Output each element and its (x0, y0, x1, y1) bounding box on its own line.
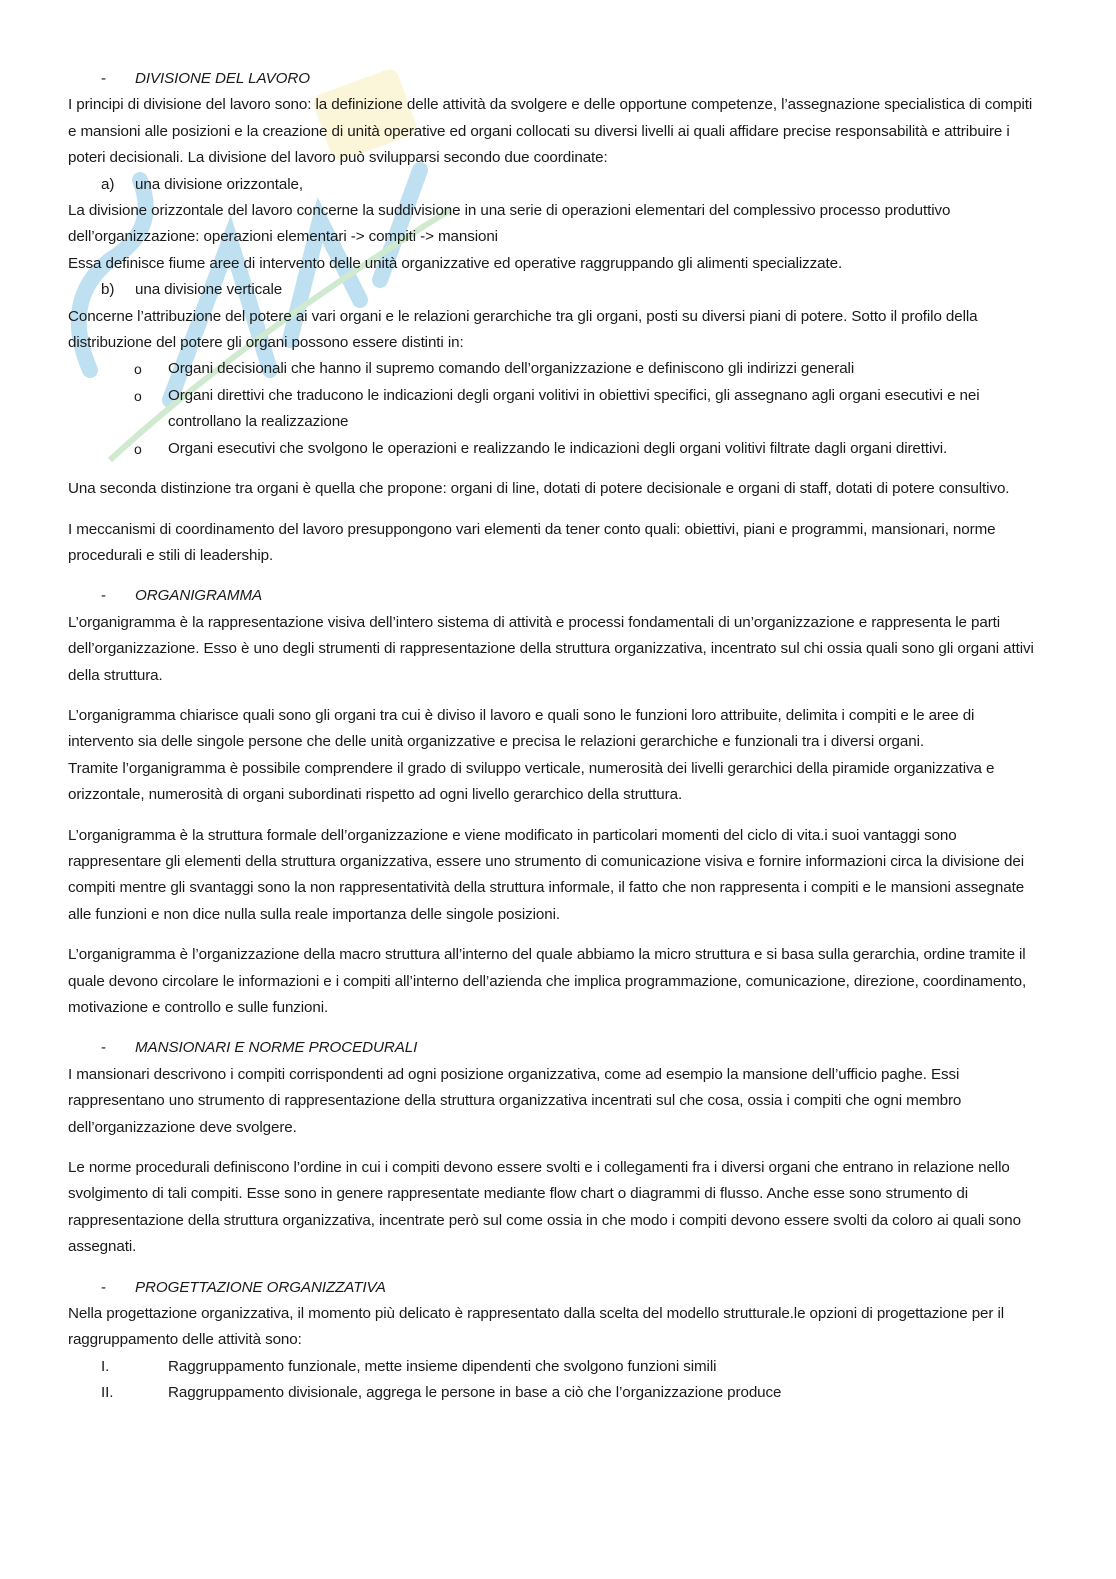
section-heading-progettazione (68, 1275, 1043, 1301)
bullet-marker: o (134, 361, 142, 378)
list-marker: a) (101, 175, 115, 193)
list-item (68, 1354, 1043, 1380)
dash-marker: - (101, 70, 106, 87)
paragraph: I meccanismi di coordinamento del lavoro presuppongono vari elementi da tener conto quali: obiettivi, piani e programmi, mansionari, norme procedurali e stili di leadership. (68, 520, 996, 564)
list-item (68, 436, 1043, 462)
paragraph: Le norme procedurali definiscono l’ordine in cui i compiti devono essere svolti e i collegamenti fra i diversi organi che entrano in relazione nello svolgimento di tali compiti. Esse sono in genere rappresentate mediante flow chart o diagrammi di flusso. Anche esse sono strumento di rappresentazione della struttura organizzativa, incentrate però sul come ossia in che modo i compiti devono essere svolti da coloro ai quali sono assegnati. (68, 1159, 1021, 1256)
list-item (68, 1380, 1043, 1406)
list-marker: II. (101, 1384, 114, 1402)
list-item-text: Organi decisionali che hanno il supremo comando dell’organizzazione e definiscono gli indirizzi generali (168, 360, 855, 378)
organi-list (68, 356, 1043, 462)
raggruppamento-list (68, 1354, 1043, 1407)
section-heading-organigramma (68, 583, 1043, 609)
list-item-text: Organi direttivi che traducono le indicazioni degli organi volitivi in obiettivi specifici, gli assegnano agli organi esecutivi e nei controllano la realizzazione (168, 386, 980, 431)
paragraph: I principi di divisione del lavoro sono: la definizione delle attività da svolgere e delle opportune competenze, l’assegnazione specialistica di compiti e mansioni alle posizioni e la creazione di unità operative ed organi collocati su diversi livelli ai quali affidare precise responsabilità e attribuire i poteri decisionali. La divisione del lavoro può svilupparsi secondo due coordinate: (68, 96, 1033, 167)
paragraph: L’organigramma chiarisce quali sono gli organi tra cui è diviso il lavoro e quali sono le funzioni loro attribuite, delimita i compiti e le aree di intervento sia delle singole persone che delle unità organizzative e precisa le relazioni gerarchiche e funzionali tra i diversi organi. (68, 706, 975, 751)
heading-text: MANSIONARI E NORME PROCEDURALI (135, 1039, 418, 1057)
heading-text: DIVISIONE DEL LAVORO (135, 70, 310, 87)
paragraph: L’organigramma è la rappresentazione visiva dell’intero sistema di attività e processi fondamentali di un’organizzazione e rappresenta le parti dell’organizzazione. Esso è uno degli strumenti di rappresentazione della struttura organizzativa, incentrato sul chi ossia quali sono gli organi attivi della struttura. (68, 613, 1034, 684)
list-item (68, 356, 1043, 382)
document-body (68, 66, 1043, 1407)
dash-marker: - (101, 587, 106, 605)
paragraph: L’organigramma è la struttura formale dell’organizzazione e viene modificato in particolari momenti del ciclo di vita.i suoi vantaggi sono rappresentare gli elementi della struttura organizzativa, essere uno strumento di comunicazione visiva e fornire informazioni circa la divisione dei compiti mentre gli svantaggi sono la non rappresentatività della struttura informale, il fatto che non rappresenta i compiti e le mansioni assegnate alle funzioni e non dice nulla sulla reale importanza delle singole posizioni. (68, 826, 1025, 923)
list-item (68, 383, 1043, 436)
list-item-a (68, 172, 1043, 198)
bullet-marker: o (134, 440, 142, 457)
list-marker: b) (101, 281, 115, 299)
heading-text: PROGETTAZIONE ORGANIZZATIVA (135, 1278, 386, 1296)
list-item-text: una divisione orizzontale, (135, 175, 303, 193)
list-item-text: Raggruppamento funzionale, mette insieme dipendenti che svolgono funzioni simili (168, 1357, 717, 1375)
list-item-text: Organi esecutivi che svolgono le operazioni e realizzando le indicazioni degli organi volitivi filtrate dagli organi direttivi. (168, 439, 948, 457)
paragraph: Una seconda distinzione tra organi è quella che propone: organi di line, dotati di potere decisionale e organi di staff, dotati di potere consultivo. (68, 480, 1010, 498)
paragraph: I mansionari descrivono i compiti corrispondenti ad ogni posizione organizzativa, come ad esempio la mansione dell’ufficio paghe. Essi rappresentano uno strumento di rappresentazione della struttura organizzativa incentrati sul che cosa, ossia i compiti che ogni membro dell’organizzazione deve svolgere. (68, 1065, 962, 1136)
dash-marker: - (101, 1278, 106, 1296)
list-item-text: Raggruppamento divisionale, aggrega le persone in base a ciò che l’organizzazione produce (168, 1384, 782, 1402)
dash-marker: - (101, 1039, 106, 1057)
paragraph: L’organigramma è l’organizzazione della macro struttura all’interno del quale abbiamo la micro struttura e si basa sulla gerarchia, ordine tramite il quale devono circolare le informazioni e i compiti all’interno dell’azienda che implica programmazione, comunicazione, direzione, coordinamento, motivazione e controllo e sulle funzioni. (68, 946, 1027, 1016)
paragraph: Tramite l’organigramma è possibile comprendere il grado di sviluppo verticale, numerosità dei livelli gerarchici della piramide organizzativa e orizzontale, numerosità di organi subordinati rispetto ad ogni livello gerarchico della struttura. (68, 759, 995, 804)
bullet-marker: o (134, 387, 142, 404)
heading-text: ORGANIGRAMMA (135, 587, 263, 605)
paragraph: Nella progettazione organizzativa, il momento più delicato è rappresentato dalla scelta del modello strutturale.le opzioni di progettazione per il raggruppamento delle attività sono: (68, 1305, 1005, 1349)
paragraph: La divisione orizzontale del lavoro concerne la suddivisione in una serie di operazioni elementari del complessivo processo produttivo dell’organizzazione: operazioni elementari -> compiti -> mansioni (68, 202, 951, 246)
section-heading-mansionari (68, 1035, 1043, 1061)
list-item-text: una divisione verticale (135, 281, 283, 299)
section-heading-divisione (68, 66, 1043, 92)
paragraph: Essa definisce fiume aree di intervento delle unità organizzative ed operative raggruppando gli alimenti specializzate. (68, 254, 843, 272)
paragraph: Concerne l’attribuzione del potere ai vari organi e le relazioni gerarchiche tra gli organi, posti su diversi piani di potere. Sotto il profilo della distribuzione del potere gli organi possono essere distinti in: (68, 307, 978, 352)
list-marker: I. (101, 1357, 110, 1375)
list-item-b (68, 277, 1043, 303)
